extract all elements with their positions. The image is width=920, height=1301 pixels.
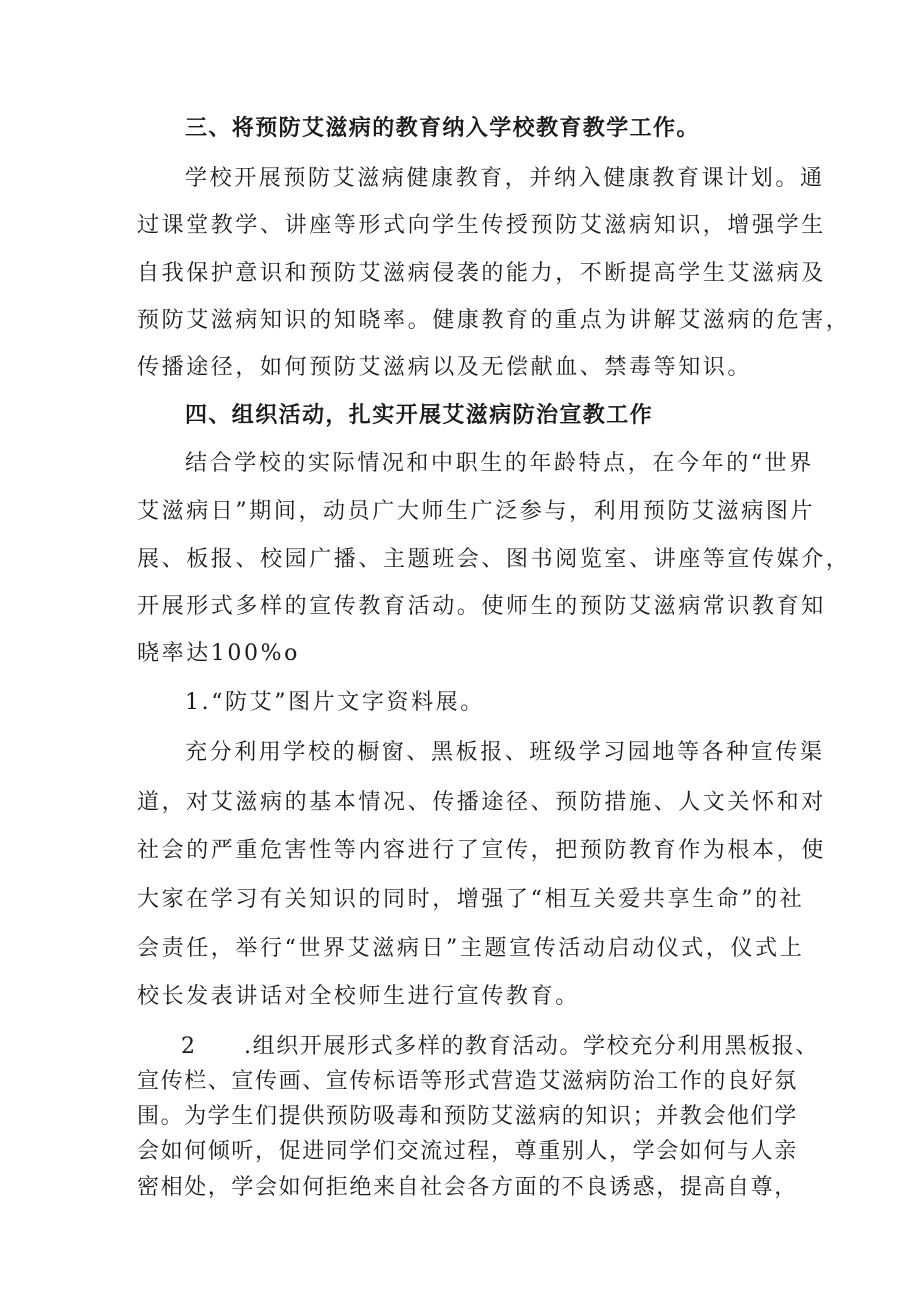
- paragraph-line: 围。为学生们提供预防吸毒和预防艾滋病的知识；并教会他们学: [137, 1104, 798, 1129]
- paragraph-line: 大家在学习有关知识的同时，增强了“相互关爱共享生命”的社: [137, 887, 805, 912]
- paragraph-line: 传播途径，如何预防艾滋病以及无偿献血、禁毒等知识。: [137, 355, 753, 380]
- section-4-heading: 四、组织活动，扎实开展艾滋病防治宣教工作: [185, 403, 654, 428]
- section-3-heading: 三、将预防艾滋病的教育纳入学校教育教学工作。: [185, 116, 700, 141]
- paragraph-line: 晓率达100%o: [137, 641, 300, 666]
- paragraph-line: 密相处，学会如何拒绝来自社会各方面的不良诱惑，提高自尊，: [137, 1175, 798, 1200]
- paragraph-line: 会责任，举行“世界艾滋病日”主题宣传活动启动仪式，仪式上: [137, 936, 805, 961]
- paragraph-line: 预防艾滋病知识的知晓率。健康教育的重点为讲解艾滋病的危害，: [137, 308, 851, 333]
- paragraph-line: 会如何倾听，促进同学们交流过程，尊重别人，学会如何与人亲: [137, 1139, 798, 1164]
- paragraph-line: 校长发表讲话对全校师生进行宣传教育。: [137, 984, 580, 1009]
- paragraph-line: 开展形式多样的宣传教育活动。使师生的预防艾滋病常识教育知: [137, 594, 826, 619]
- paragraph-line: 结合学校的实际情况和中职生的年龄特点，在今年的“世界: [185, 451, 814, 476]
- item-2-number: 2: [181, 1034, 195, 1059]
- paragraph-line: 展、板报、校园广播、主题班会、图书阅览室、讲座等宣传媒介，: [137, 547, 851, 572]
- paragraph-line: .组织开展形式多样的教育活动。学校充分利用黑板报、: [244, 1034, 819, 1059]
- paragraph-line: 充分利用学校的橱窗、黑板报、班级学习园地等各种宣传渠: [185, 740, 825, 765]
- paragraph-line: 道，对艾滋病的基本情况、传播途径、预防措施、人文关怀和对: [137, 790, 826, 815]
- paragraph-line: 学校开展预防艾滋病健康教育，并纳入健康教育课计划。通: [185, 166, 825, 191]
- paragraph-line: 宣传栏、宣传画、宣传标语等形式营造艾滋病防治工作的良好氛: [137, 1069, 798, 1094]
- paragraph-line: 过课堂教学、讲座等形式向学生传授预防艾滋病知识，增强学生: [137, 213, 826, 238]
- item-1-title: 1.“防艾”图片文字资料展。: [185, 690, 485, 715]
- paragraph-line: 自我保护意识和预防艾滋病侵袭的能力，不断提高学生艾滋病及: [137, 261, 826, 286]
- paragraph-line: 艾滋病日”期间，动员广大师生广泛参与，利用预防艾滋病图片: [137, 499, 816, 524]
- paragraph-line: 社会的严重危害性等内容进行了宣传，把预防教育作为根本，使: [137, 838, 826, 863]
